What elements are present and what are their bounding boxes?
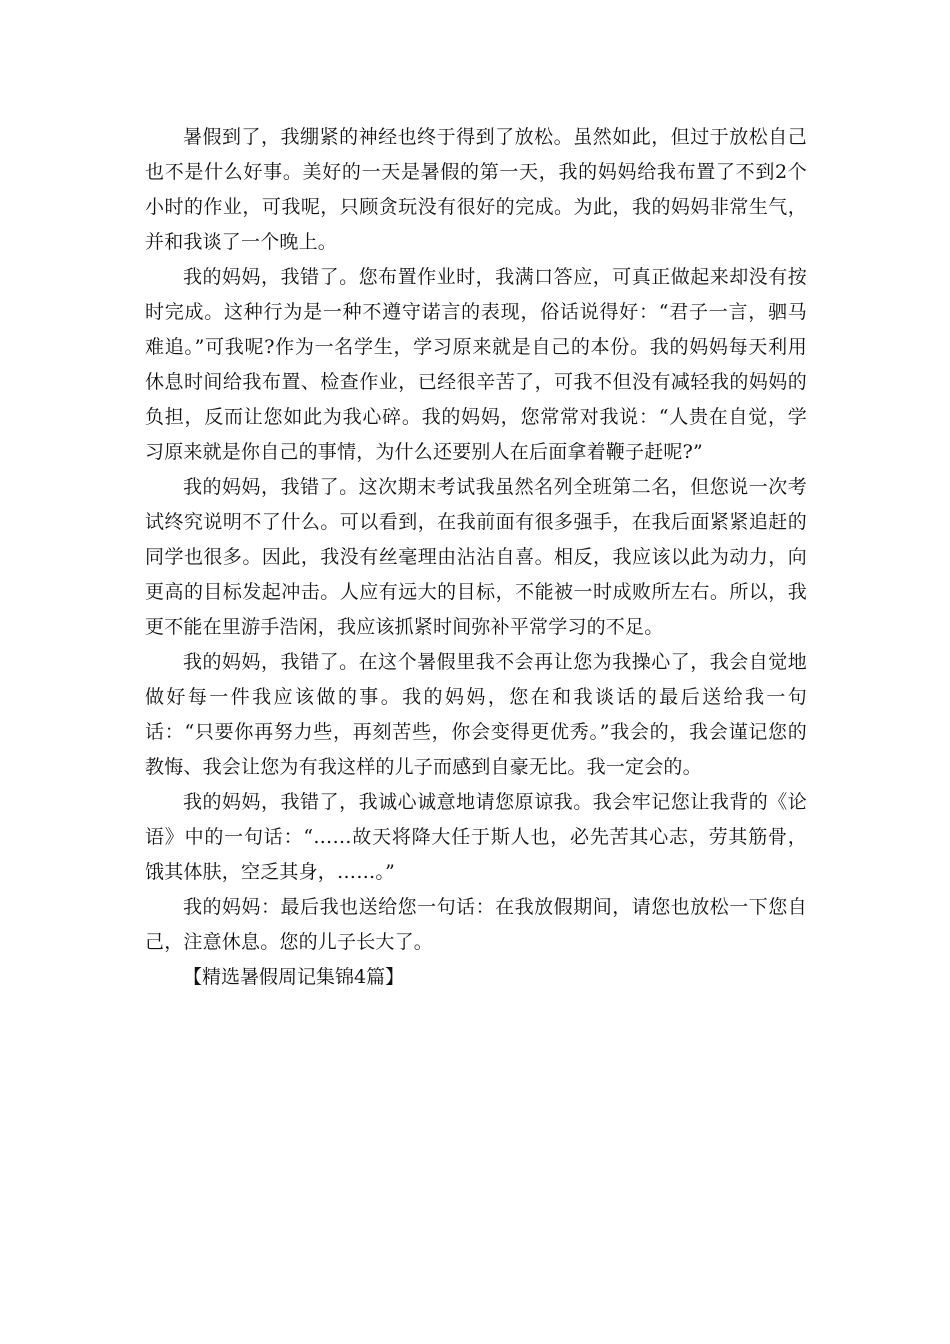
closing-title: 【精选暑假周记集锦4篇】 — [183, 966, 405, 988]
paragraph-6: 我的妈妈：最后我也送给您一句话：在我放假期间，请您也放松一下您自己，注意休息。您的儿子长大了。 — [145, 896, 807, 953]
document-body — [145, 120, 807, 995]
paragraph-4: 我的妈妈，我错了。在这个暑假里我不会再让您为我操心了，我会自觉地做好每一件我应该做的事。我的妈妈，您在和我谈话的最后送给我一句话：“只要你再努力些，再刻苦些，你会变得更优秀。”我会的，我会谨记您的教悔、我会让您为有我这样的儿子而感到自豪无比。我一定会的。 — [145, 651, 807, 778]
paragraph-1: 暑假到了，我绷紧的神经也终于得到了放松。虽然如此，但过于放松自己也不是什么好事。美好的一天是暑假的第一天，我的妈妈给我布置了不到2个小时的作业，可我呢，只顾贪玩没有很好的完成。为此，我的妈妈非常生气，并和我谈了一个晚上。 — [145, 126, 807, 253]
paragraph-2: 我的妈妈，我错了。您布置作业时，我满口答应，可真正做起来却没有按时完成。这种行为是一种不遵守诺言的表现，俗话说得好：“君子一言，驷马难追。”可我呢?作为一名学生，学习原来就是自己的本份。我的妈妈每天利用休息时间给我布置、检查作业，已经很辛苦了，可我不但没有减轻我的妈妈的负担，反而让您如此为我心碎。我的妈妈，您常常对我说：“人贵在自觉，学习原来就是你自己的事情，为什么还要别人在后面拿着鞭子赶呢?” — [145, 266, 807, 463]
paragraph-5: 我的妈妈，我错了，我诚心诚意地请您原谅我。我会牢记您让我背的《论语》中的一句话：“……故天将降大任于斯人也，必先苦其心志，劳其筋骨，饿其体肤，空乏其身，……。” — [145, 791, 807, 883]
paragraph-3: 我的妈妈，我错了。这次期末考试我虽然名列全班第二名，但您说一次考试终究说明不了什么。可以看到，在我前面有很多强手，在我后面紧紧追赶的同学也很多。因此，我没有丝毫理由沾沾自喜。相反，我应该以此为动力，向更高的目标发起冲击。人应有远大的目标，不能被一时成败所左右。所以，我更不能在里游手浩闲，我应该抓紧时间弥补平常学习的不足。 — [145, 476, 807, 638]
